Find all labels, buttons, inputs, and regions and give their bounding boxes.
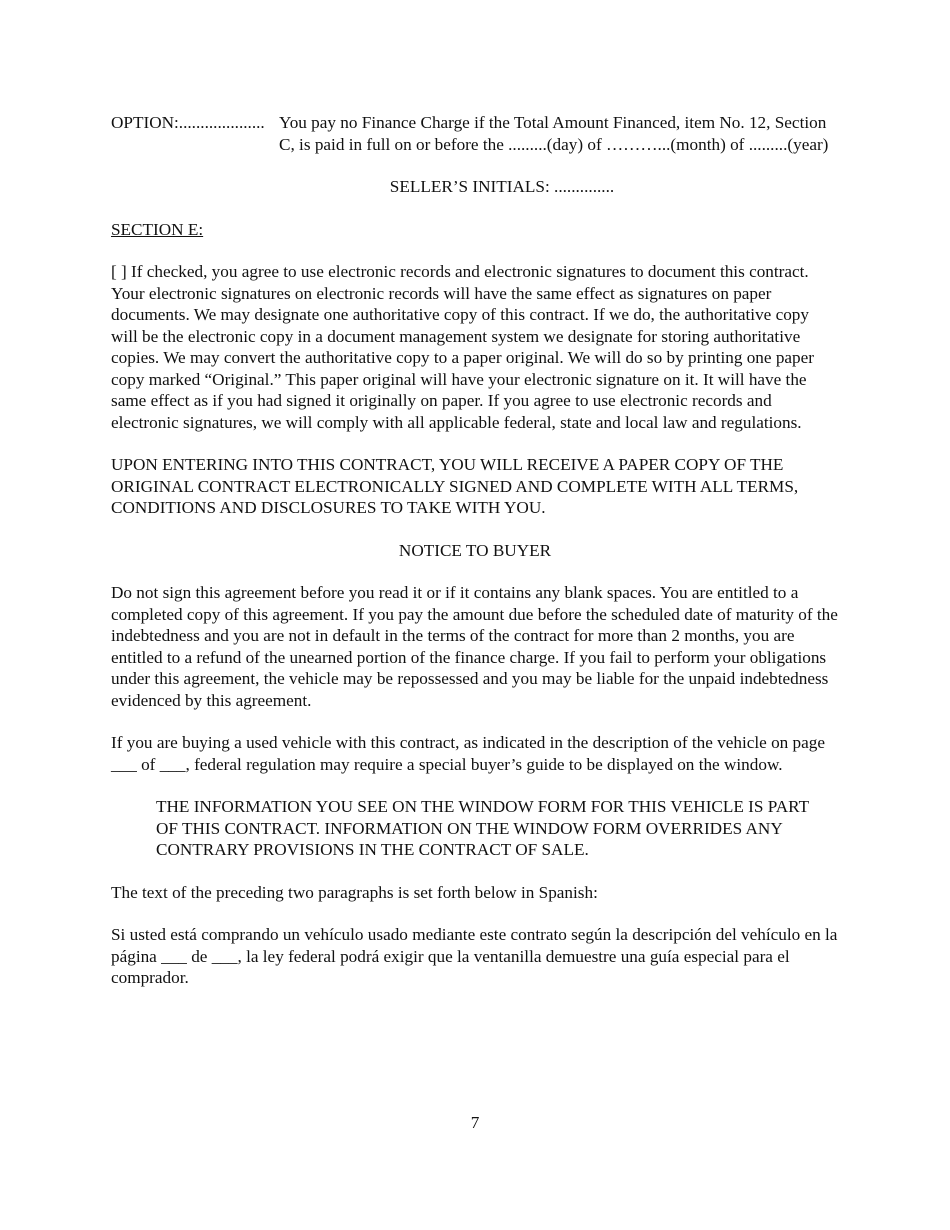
paper-copy-paragraph: UPON ENTERING INTO THIS CONTRACT, YOU WILL RECEIVE A PAPER COPY OF THE ORIGINAL CONTRACT ELECTRONICALLY SIGNED AND COMPLETE WITH ALL TERMS, CONDITIONS AND DISCLOSURES TO TAKE WITH YOU.	[111, 455, 799, 517]
used-vehicle-paragraph: If you are buying a used vehicle with this contract, as indicated in the description of the vehicle on page ___ of ___, federal regulation may require a special buyer’s guide to be displayed on the window.	[111, 733, 826, 774]
spanish-intro: The text of the preceding two paragraphs is set forth below in Spanish:	[111, 882, 598, 902]
window-form-paragraph: THE INFORMATION YOU SEE ON THE WINDOW FORM FOR THIS VEHICLE IS PART OF THIS CONTRACT. INFORMATION ON THE WINDOW FORM OVERRIDES ANY CONTRARY PROVISIONS IN THE CONTRACT OF SALE.	[156, 797, 809, 859]
page-number: 7	[470, 1113, 480, 1132]
spanish-paragraph: Si usted está comprando un vehículo usado mediante este contrato según la descripción del vehículo en la página ___ de ___, la ley federal podrá exigir que la ventanilla demuestre una guía especial para el comprador.	[111, 925, 838, 987]
option-text: You pay no Finance Charge if the Total Amount Financed, item No. 12, Section C, is paid in full on or before the .........(day) of ………...(month) of .........(year)	[279, 113, 829, 154]
electronic-records-paragraph: [ ] If checked, you agree to use electronic records and electronic signatures to document this contract. Your electronic signatures on electronic records will have the same effect as signatures on paper documents. We may designate one authoritative copy of this contract. If we do, the authoritative copy will be the electronic copy in a document management system we designate for storing authoritative copies. We may convert the authoritative copy to a paper original. We will do so by printing one paper copy marked “Original.” This paper original will have your electronic signature on it. It will have the same effect as if you had signed it originally on paper. If you agree to use electronic records and electronic signatures, we will comply with all applicable federal, state and local law and regulations.	[111, 262, 814, 432]
notice-heading: NOTICE TO BUYER	[398, 540, 552, 560]
seller-initials: SELLER’S INITIALS: ..............	[389, 177, 615, 196]
notice-body: Do not sign this agreement before you read it or if it contains any blank spaces. You are entitled to a completed copy of this agreement. If you pay the amount due before the scheduled date of maturity of the indebtedness and you are not in default in the terms of the contract for more than 2 months, you are entitled to a refund of the unearned portion of the finance charge. If you fail to perform your obligations under this agreement, the vehicle may be repossessed and you may be liable for the unpaid indebtedness evidenced by this agreement.	[111, 583, 838, 710]
document-page	[111, 112, 839, 989]
section-e-heading: SECTION E:	[111, 219, 204, 239]
option-clause	[111, 112, 839, 155]
option-label: OPTION:....................	[111, 113, 265, 132]
